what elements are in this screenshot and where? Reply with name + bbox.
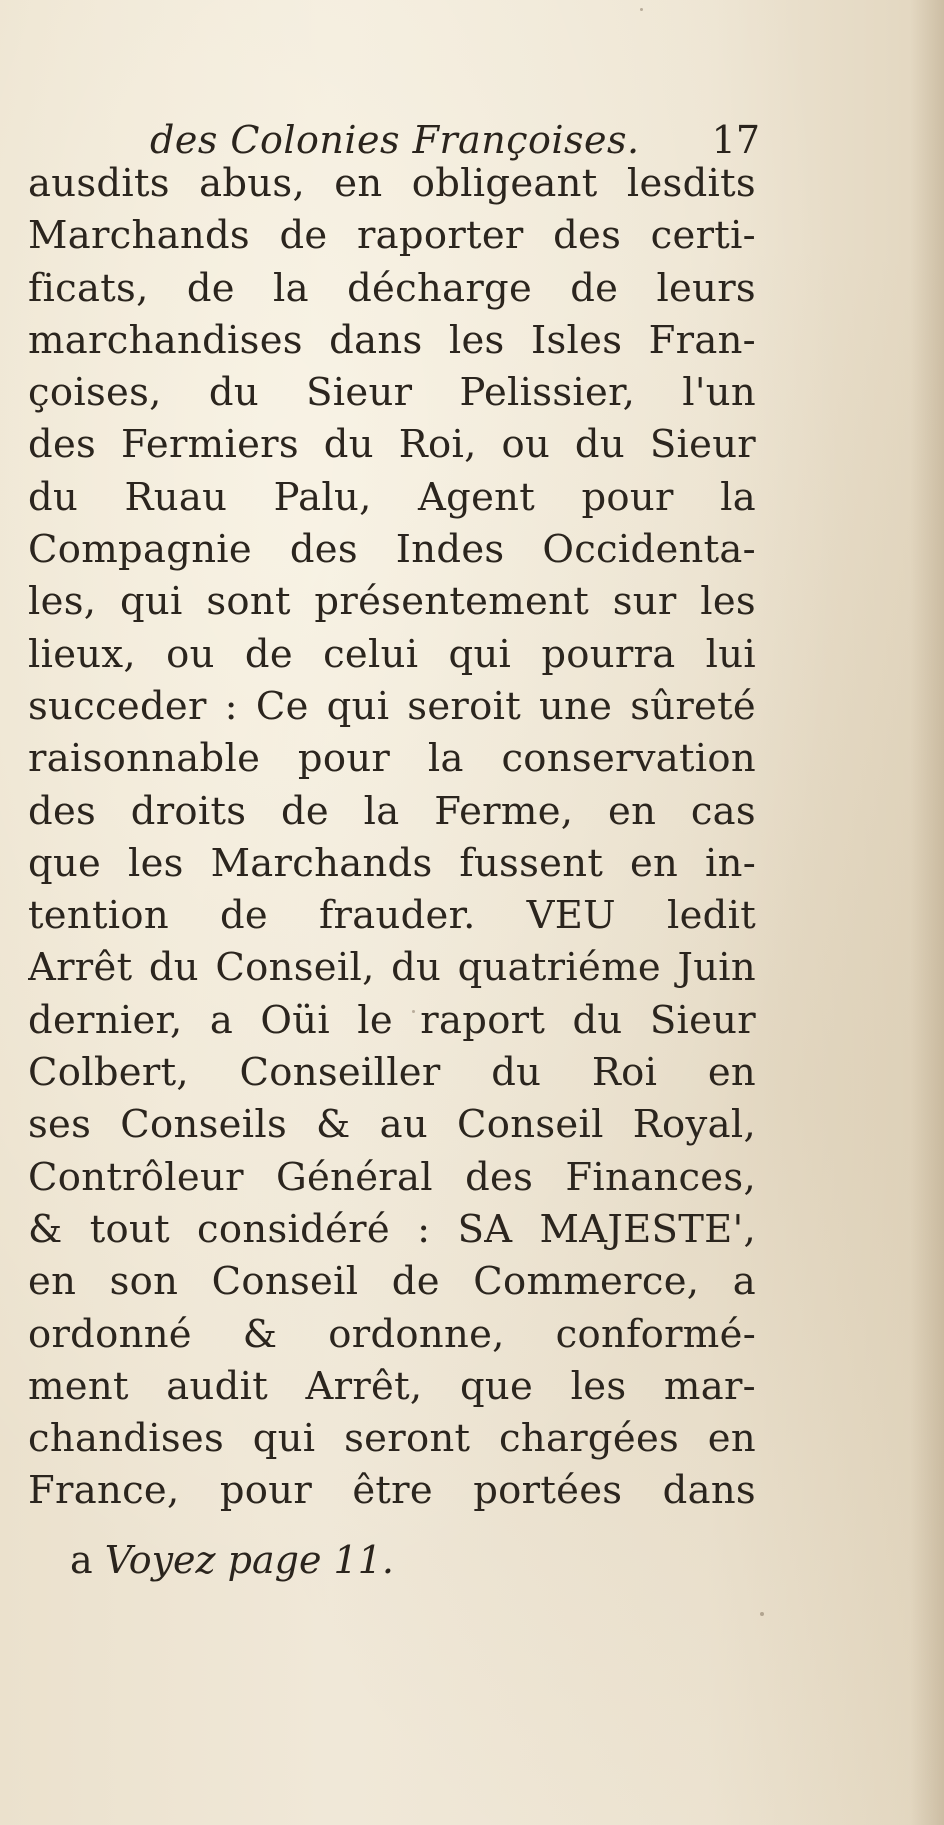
text-line: ausdits abus, en obligeant lesdits — [28, 161, 756, 206]
running-title: des Colonies Françoises. — [150, 118, 640, 162]
text-line: en son Conseil de Commerce, a — [28, 1259, 756, 1305]
text-line: du Ruau Palu, Agent pour la — [28, 474, 756, 520]
text-line: lieux, ou de celui qui pourra lui — [28, 631, 756, 677]
text-line: marchandises dans les Isles Fran- — [28, 317, 756, 363]
paper-speck — [640, 8, 643, 11]
body-text — [28, 158, 756, 1518]
text-line: les, qui sont présentement sur les — [28, 579, 756, 625]
page-edge-shadow — [910, 0, 944, 1825]
text-line: Compagnie des Indes Occidenta- — [28, 527, 756, 573]
text-line: tention de frauder. VEU ledit — [28, 893, 756, 939]
text-line: raisonnable pour la conservation — [28, 736, 756, 782]
text-line: chandises qui seront chargées en — [28, 1416, 756, 1462]
text-line: Marchands de raporter des certi- — [28, 213, 756, 259]
footnote-marker: a — [70, 1538, 93, 1582]
page-number: 17 — [711, 118, 760, 162]
text-line: ficats, de la décharge de leurs — [28, 265, 756, 311]
text-line: ment audit Arrêt, que les mar- — [28, 1363, 756, 1409]
paper-speck — [412, 1010, 415, 1013]
paper-speck — [760, 1612, 764, 1616]
text-line: succeder : Ce qui seroit une sûreté — [28, 683, 756, 729]
text-line: des droits de la Ferme, en cas — [28, 788, 756, 834]
text-line: que les Marchands fussent en in- — [28, 840, 756, 886]
text-line: Colbert, Conseiller du Roi en — [28, 1050, 756, 1096]
footnote — [70, 1538, 394, 1582]
text-line: ordonné & ordonne, conformé- — [28, 1311, 756, 1357]
text-line: çoises, du Sieur Pelissier, l'un — [28, 370, 756, 416]
text-line: & tout considéré : SA MAJESTE', — [28, 1206, 756, 1252]
text-line: des Fermiers du Roi, ou du Sieur — [28, 422, 756, 468]
footnote-text: Voyez page 11. — [104, 1538, 394, 1582]
text-line: ses Conseils & au Conseil Royal, — [28, 1102, 756, 1148]
text-line: Contrôleur Général des Finances, — [28, 1154, 756, 1200]
text-line: France, pour être portées dans — [28, 1468, 756, 1514]
text-line: dernier, a Oüi le raport du Sieur — [28, 997, 756, 1043]
text-line: Arrêt du Conseil, du quatriéme Juin — [28, 945, 756, 991]
